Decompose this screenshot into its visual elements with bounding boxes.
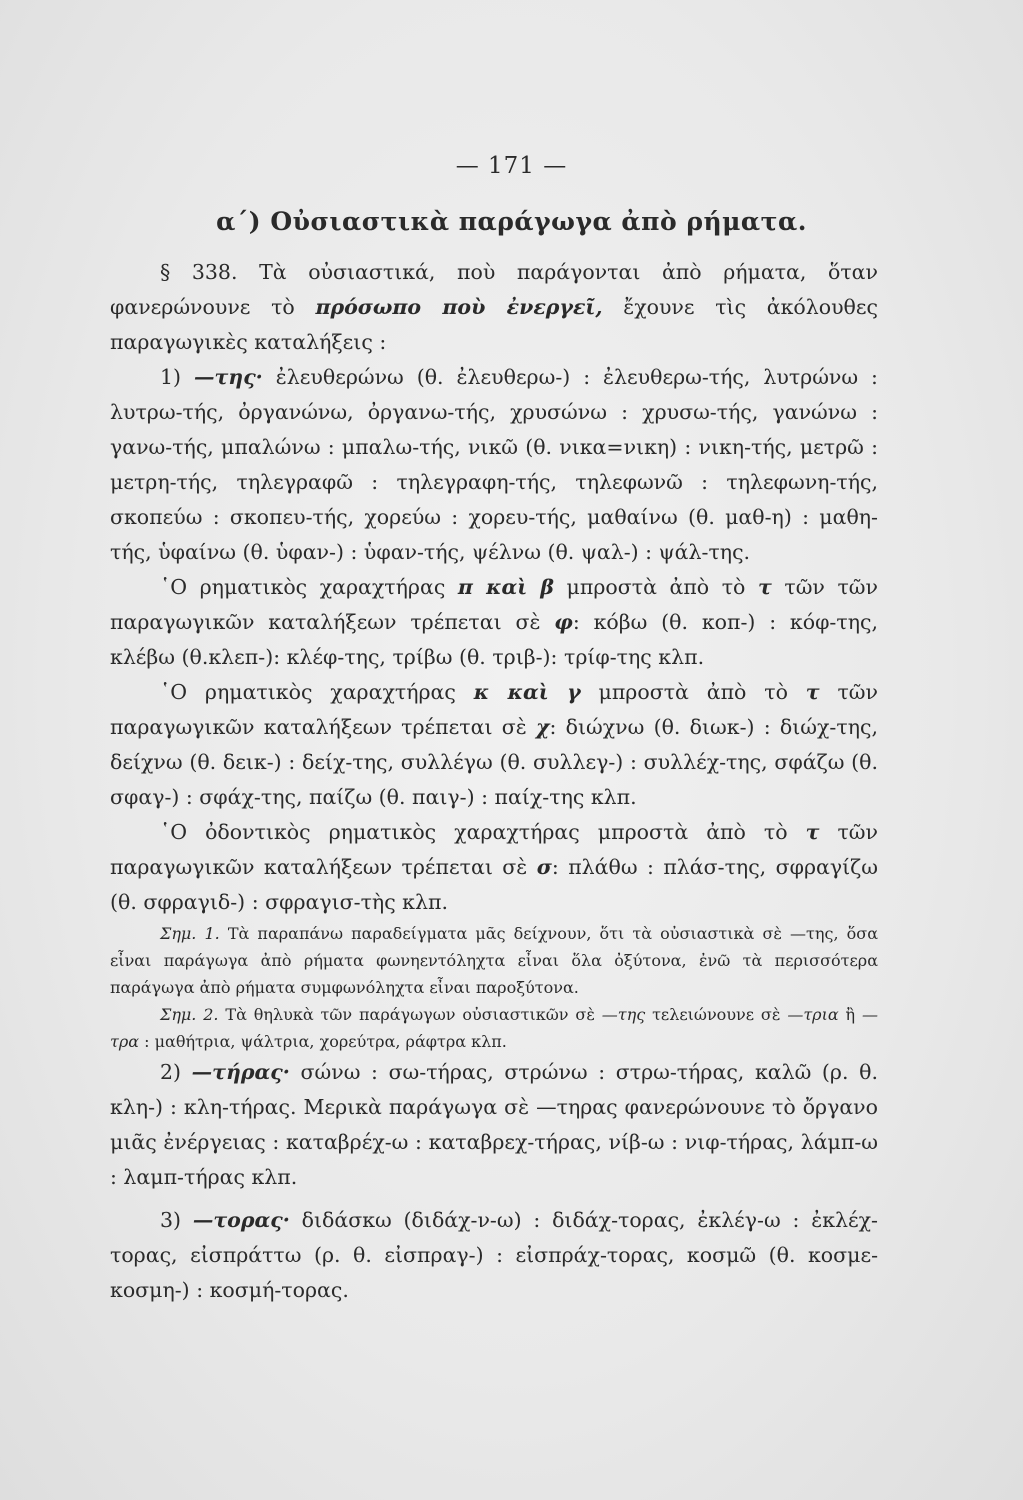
rule-gutturals-part2: μπροστὰ ἀπὸ τὸ bbox=[598, 680, 788, 704]
rule-labials-result: φ bbox=[554, 610, 573, 634]
item-3-paragraph bbox=[110, 1203, 878, 1308]
rule-gutturals-part4: : διώχνω (θ. διωκ-) : διώχ-της, δείχνω (θ. δεικ-) : δείχ-της, συλλέγω (θ. συλλεγ-) : συλλέχ-της, σφάζω (θ. σφαγ-) : σφάχ-της, παίζω (θ. παιγ-) : παίχ-της κλπ. bbox=[110, 715, 878, 809]
item-2-number: 2) bbox=[160, 1060, 182, 1084]
rule-gutturals-paragraph bbox=[110, 675, 878, 815]
note-2-ending3: —τρα bbox=[110, 1005, 878, 1051]
rule-labials-part1: ῾Ο ρηματικὸς χαραχτήρας bbox=[160, 575, 446, 599]
note-2-label: Σημ. 2. bbox=[160, 1005, 219, 1024]
item-2-ending: —τήρας· bbox=[191, 1060, 290, 1084]
note-2-part4: : μαθήτρια, ψάλτρια, χορεύτρα, ράφτρα κλπ. bbox=[144, 1032, 507, 1051]
item-1-text: ἐλευθερώνω (θ. ἐλευθερω-) : ἐλευθερω-τής, λυτρώνω : λυτρω-τής, ὀργανώνω, ὀργανω-τής, χρυσώνω : χρυσω-τής, γανώνω : γανω-τής, μπαλώνω : μπαλω-τής, νικῶ (θ. νικα=νικη) : νικη-τής, μετρῶ : μετρη-τής, τηλεγραφῶ : τηλεγραφη-τής, τηλεφωνῶ : τηλεφωνη-τής, σκοπεύω : σκοπευ-τής, χορεύω : χορευ-τής, μαθαίνω (θ. μαθ-η) : μαθη-τής, ὑφαίνω (θ. ὑφαν-) : ὑφαν-τής, ψέλνω (θ. ψαλ-) : ψάλ-της. bbox=[110, 365, 878, 564]
intro-prefix: § 338. Τὰ οὐσιαστικά, ποὺ παράγονται ἀπὸ ρήματα, ὅταν φανερώνουνε τὸ bbox=[110, 260, 878, 319]
body-text bbox=[110, 255, 878, 1308]
item-3-ending: —τορας· bbox=[192, 1208, 290, 1232]
item-1-paragraph bbox=[110, 360, 878, 570]
item-1-ending: —της· bbox=[194, 365, 263, 389]
item-2-paragraph bbox=[110, 1055, 878, 1195]
intro-paragraph bbox=[110, 255, 878, 360]
page-number: — 171 — bbox=[455, 153, 568, 179]
note-2-part3: ἢ bbox=[845, 1005, 856, 1024]
spacer bbox=[110, 1195, 878, 1203]
rule-dentals-part1: ῾Ο ὀδοντικὸς ρηματικὸς χαραχτήρας μπροστὰ ἀπὸ τὸ bbox=[160, 820, 788, 844]
item-2-text: σώνω : σω-τήρας, στρώνω : στρω-τήρας, καλῶ (ρ. θ. κλη-) : κλη-τήρας. Μερικὰ παράγωγα σὲ —τηρας φανερώνουνε τὸ ὄργανο μιᾶς ἐνέργειας : καταβρέχ-ω : καταβρεχ-τήρας, νίβ-ω : νιφ-τήρας, λάμπ-ω : λαμπ-τήρας κλπ. bbox=[110, 1060, 878, 1189]
note-2 bbox=[110, 1001, 878, 1055]
intro-suffix: ἔχουνε τὶς ἀκόλουθες παραγωγικὲς καταλήξεις : bbox=[110, 295, 878, 354]
rule-labials-paragraph bbox=[110, 570, 878, 675]
intro-emphasis: πρόσωπο ποὺ ἐνεργεῖ, bbox=[315, 295, 603, 319]
note-2-ending1: —της bbox=[601, 1005, 646, 1024]
rule-dentals-letter-t: τ bbox=[805, 820, 820, 844]
note-2-part1: Τὰ θηλυκὰ τῶν παράγωγων οὐσιαστικῶν σὲ bbox=[225, 1005, 595, 1024]
rule-dentals-part2: τῶν παραγωγικῶν καταλήξεων τρέπεται σὲ bbox=[110, 820, 878, 879]
item-1-number: 1) bbox=[160, 365, 182, 389]
rule-dentals-paragraph bbox=[110, 815, 878, 920]
rule-labials-part4: : κόβω (θ. κοπ-) : κόφ-της, κλέβω (θ.κλεπ-): κλέφ-της, τρίβω (θ. τριβ-): τρίφ-της κλπ. bbox=[110, 610, 878, 669]
note-2-part2: τελειώνουνε σὲ bbox=[652, 1005, 781, 1024]
note-1 bbox=[110, 920, 878, 1001]
note-1-text: Τὰ παραπάνω παραδείγματα μᾶς δείχνουν, ὅτι τὰ οὐσιαστικὰ σὲ —της, ὅσα εἶναι παράγωγα ἀπὸ ρήματα φωνηεντόληχτα εἶναι ὅλα ὀξύτονα, ἐνῶ τὰ περισσότερα παράγωγα ἀπὸ ρήματα συμφωνόληχτα εἶναι παροξύτονα. bbox=[110, 924, 879, 997]
rule-gutturals-result: χ bbox=[535, 715, 550, 739]
rule-gutturals-part3: τῶν παραγωγικῶν καταλήξεων τρέπεται σὲ bbox=[110, 680, 878, 739]
rule-labials-part3: τῶν τῶν παραγωγικῶν καταλήξεων τρέπεται σὲ bbox=[110, 575, 878, 634]
rule-gutturals-letter-t: τ bbox=[805, 680, 820, 704]
rule-labials-letter-t: τ bbox=[757, 575, 772, 599]
rule-gutturals-letters: κ καὶ γ bbox=[473, 680, 581, 704]
rule-gutturals-part1: ῾Ο ρηματικὸς χαραχτήρας bbox=[160, 680, 456, 704]
rule-labials-part2: μπροστὰ ἀπὸ τὸ bbox=[566, 575, 746, 599]
note-2-ending2: —τρια bbox=[787, 1005, 839, 1024]
rule-dentals-result: σ bbox=[536, 855, 552, 879]
section-heading: α΄) Οὐσιαστικὰ παράγωγα ἀπὸ ρήματα. bbox=[216, 207, 807, 236]
rule-dentals-part3: : πλάθω : πλάσ-της, σφραγίζω (θ. σφραγιδ-) : σφραγισ-τὴς κλπ. bbox=[110, 855, 878, 914]
note-1-label: Σημ. 1. bbox=[160, 924, 220, 943]
rule-labials-letters: π καὶ β bbox=[457, 575, 554, 599]
item-3-text: διδάσκω (διδάχ-ν-ω) : διδάχ-τορας, ἐκλέγ-ω : ἐκλέχ-τορας, εἰσπράττω (ρ. θ. εἰσπραγ-) : εἰσπράχ-τορας, κοσμῶ (θ. κοσμε-κοσμη-) : κοσμή-τορας. bbox=[110, 1208, 878, 1302]
item-3-number: 3) bbox=[160, 1208, 182, 1232]
